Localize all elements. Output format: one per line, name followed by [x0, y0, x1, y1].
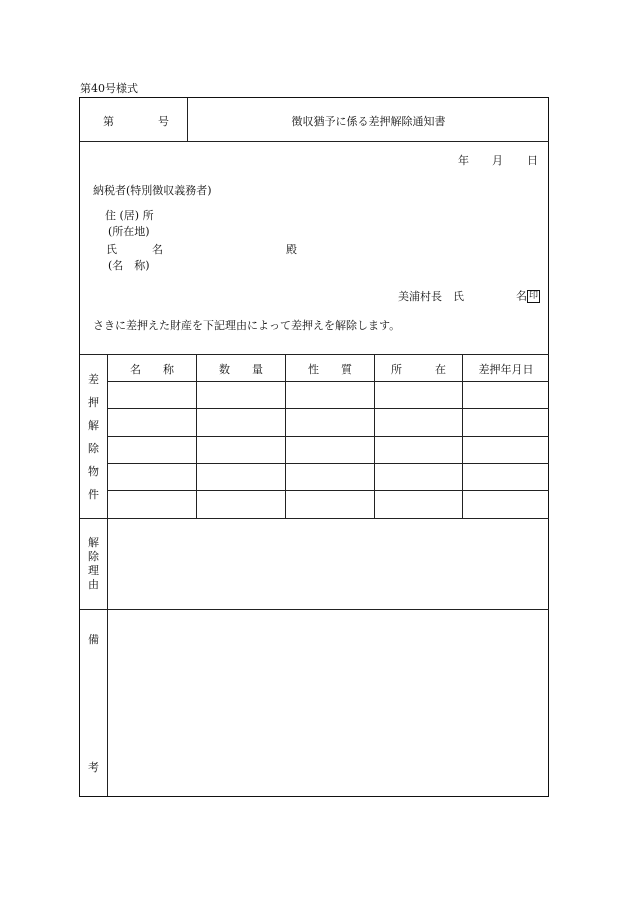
items-top-border	[80, 354, 549, 355]
items-row-border-1	[107, 381, 549, 382]
column-header-seizure-date: 差押年月日	[478, 363, 534, 376]
honorific-dono: 殿	[286, 243, 297, 256]
items-side-label-char: 押	[88, 396, 99, 409]
name-label-first: 氏	[106, 243, 117, 256]
column-header-nature: 性 質	[308, 363, 352, 376]
header-divider	[80, 141, 549, 142]
form-number: 第40号様式	[80, 82, 138, 95]
reason-side-label-char: 解	[88, 536, 99, 549]
seal-mark: 印	[528, 291, 538, 301]
taxpayer-heading: 納税者(特別徴収義務者)	[93, 184, 212, 197]
date-year: 年	[458, 154, 469, 167]
reason-side-label-char: 由	[88, 578, 99, 591]
items-row-border-4	[107, 463, 549, 464]
issuer-name-char: 名	[516, 289, 527, 303]
items-row-border-3	[107, 436, 549, 437]
name-label-second: 名	[152, 243, 163, 256]
items-row-border-2	[107, 408, 549, 409]
notice-form	[79, 97, 549, 797]
column-header-location: 所 在	[391, 363, 446, 376]
items-side-label-char: 件	[88, 488, 99, 501]
reason-top-border	[80, 518, 549, 519]
number-prefix: 第	[103, 115, 114, 128]
name-sub-label: (名 称)	[108, 259, 150, 272]
remarks-label-bottom: 考	[88, 761, 99, 774]
reason-side-label-char: 理	[88, 564, 99, 577]
issuer-name-seal	[516, 290, 540, 303]
items-side-label-char: 差	[88, 373, 99, 386]
remarks-label-top: 備	[88, 633, 99, 646]
issuer-title: 美浦村長 氏	[398, 290, 464, 303]
items-side-label-char: 除	[88, 442, 99, 455]
document-title: 徴収猶予に係る差押解除通知書	[291, 115, 446, 128]
address-sub-label: (所在地)	[108, 225, 150, 238]
items-row-border-5	[107, 490, 549, 491]
date-day: 日	[527, 154, 538, 167]
items-side-label-char: 解	[88, 419, 99, 432]
number-suffix: 号	[158, 115, 169, 128]
date-month: 月	[492, 154, 503, 167]
label-column-border	[107, 354, 108, 796]
items-side-label-char: 物	[88, 465, 99, 478]
column-header-quantity: 数 量	[219, 363, 263, 376]
address-label: 住 (居) 所	[105, 209, 154, 222]
column-header-name: 名 称	[130, 363, 174, 376]
remarks-top-border	[80, 609, 549, 610]
notice-text: さきに差押えた財産を下記理由によって差押えを解除します。	[93, 319, 401, 332]
reason-side-label-char: 除	[88, 550, 99, 563]
